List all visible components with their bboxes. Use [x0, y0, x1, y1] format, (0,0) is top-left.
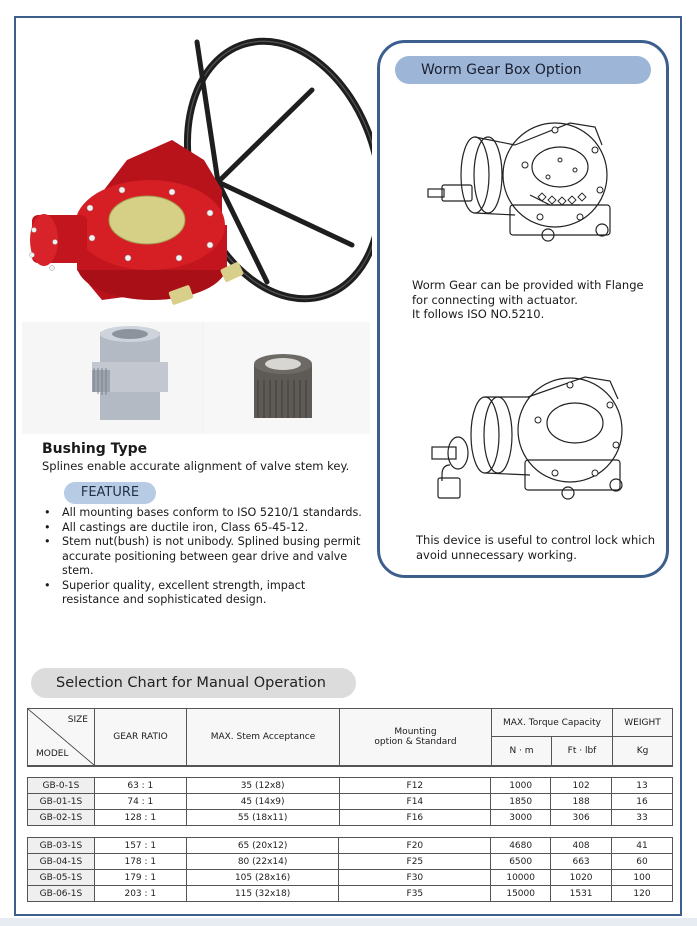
cell-ratio: 179 : 1: [94, 870, 186, 886]
header-model: MODEL: [36, 749, 69, 759]
cell-model: GB-01-1S: [28, 794, 95, 810]
flange-option-text: Worm Gear can be provided with Flange for connecting with actuator. It follows ISO NO.5210.: [412, 278, 644, 321]
cell-model: GB-0-1S: [28, 778, 95, 794]
worm-gear-option-title: Worm Gear Box Option: [395, 56, 651, 84]
cell-nm: 3000: [491, 810, 551, 826]
cell-ftlbf: 188: [551, 794, 612, 810]
cell-ftlbf: 306: [551, 810, 612, 826]
lock-gearbox-drawing: [420, 365, 630, 515]
cell-nm: 15000: [491, 886, 551, 902]
table-row: [28, 870, 673, 886]
worm-wheel-bushing-image: [22, 322, 202, 434]
cell-nm: 1000: [491, 778, 551, 794]
bottom-strip: [0, 918, 697, 926]
cell-mounting: F16: [339, 810, 491, 826]
header-gear-ratio: GEAR RATIO: [95, 709, 187, 765]
flange-gearbox-drawing: [420, 105, 630, 255]
bullet-icon: •: [44, 578, 51, 592]
cell-mounting: F12: [339, 778, 491, 794]
cell-stem: 45 (14x9): [186, 794, 339, 810]
cell-kg: 100: [612, 870, 673, 886]
header-size: SIZE: [67, 715, 88, 725]
cell-mounting: F35: [339, 886, 491, 902]
cell-ratio: 178 : 1: [94, 854, 186, 870]
table-header: [27, 708, 673, 766]
lock-option-text: This device is useful to control lock which avoid unnecessary working.: [416, 533, 656, 562]
gearbox-body: [30, 140, 245, 305]
cell-kg: 120: [612, 886, 673, 902]
cell-ratio: 157 : 1: [94, 838, 186, 854]
cell-ftlbf: 1020: [551, 870, 612, 886]
cell-model: GB-04-1S: [28, 854, 95, 870]
cell-model: GB-06-1S: [28, 886, 95, 902]
header-torque-nm: N · m: [492, 737, 552, 765]
table-row: [28, 778, 673, 794]
header-torque-ftlbf: Ft · lbf: [552, 737, 613, 765]
cell-nm: 6500: [491, 854, 551, 870]
feature-item: • Stem nut(bush) is not unibody. Splined busing permit accurate positioning between gear drive and valve stem.: [44, 535, 361, 577]
bushing-parts-images: [22, 322, 370, 434]
cell-model: GB-03-1S: [28, 838, 95, 854]
cell-ftlbf: 663: [551, 854, 612, 870]
cell-stem: 65 (20x12): [186, 838, 339, 854]
cell-ratio: 128 : 1: [94, 810, 186, 826]
table-row: [28, 886, 673, 902]
cell-model: GB-02-1S: [28, 810, 95, 826]
cell-ratio: 63 : 1: [94, 778, 186, 794]
header-weight: WEIGHT: [613, 709, 672, 737]
table-row: [28, 794, 673, 810]
bushing-type-heading: Bushing Type: [42, 441, 148, 457]
cell-mounting: F30: [339, 870, 491, 886]
header-stem: MAX. Stem Acceptance: [187, 709, 340, 765]
feature-list: [44, 506, 364, 608]
bullet-icon: •: [44, 535, 51, 548]
cell-model: GB-05-1S: [28, 870, 95, 886]
spec-table-group-1: [27, 777, 673, 826]
table-row: [28, 838, 673, 854]
feature-item: • All castings are ductile iron, Class 65-45-12.: [44, 520, 309, 534]
cell-nm: 4680: [491, 838, 551, 854]
cell-mounting: F14: [339, 794, 491, 810]
table-row: [28, 810, 673, 826]
cell-stem: 55 (18x11): [186, 810, 339, 826]
selection-chart-title: Selection Chart for Manual Operation: [31, 668, 356, 698]
cell-nm: 10000: [491, 870, 551, 886]
splined-nut-image: [204, 322, 370, 434]
cell-ftlbf: 1531: [551, 886, 612, 902]
cell-kg: 41: [612, 838, 673, 854]
feature-label: FEATURE: [64, 482, 156, 504]
cell-kg: 33: [612, 810, 673, 826]
feature-item: • All mounting bases conform to ISO 5210/1 standards.: [44, 506, 362, 519]
cell-stem: 80 (22x14): [186, 854, 339, 870]
cell-kg: 16: [612, 794, 673, 810]
cell-stem: 35 (12x8): [186, 778, 339, 794]
header-torque: MAX. Torque Capacity: [492, 709, 613, 737]
feature-item: • Superior quality, excellent strength, impact resistance and sophisticated design.: [44, 578, 306, 606]
cell-nm: 1850: [491, 794, 551, 810]
header-double-rule: [27, 765, 673, 767]
cell-ftlbf: 408: [551, 838, 612, 854]
header-size-model: [28, 709, 95, 765]
cell-ratio: 74 : 1: [94, 794, 186, 810]
cell-kg: 60: [612, 854, 673, 870]
cell-stem: 115 (32x18): [186, 886, 339, 902]
spec-table-group-2: [27, 837, 673, 902]
cell-ratio: 203 : 1: [94, 886, 186, 902]
bushing-type-description: Splines enable accurate alignment of valve stem key.: [42, 459, 350, 473]
header-mounting: Mounting option & Standard: [340, 709, 492, 765]
bullet-icon: •: [44, 520, 51, 534]
gearbox-handwheel-image: [22, 20, 372, 320]
cell-stem: 105 (28x16): [186, 870, 339, 886]
cell-mounting: F20: [339, 838, 491, 854]
bullet-icon: •: [44, 506, 51, 519]
cell-mounting: F25: [339, 854, 491, 870]
cell-ftlbf: 102: [551, 778, 612, 794]
table-row: [28, 854, 673, 870]
header-weight-unit: Kg: [636, 746, 649, 756]
cell-kg: 13: [612, 778, 673, 794]
